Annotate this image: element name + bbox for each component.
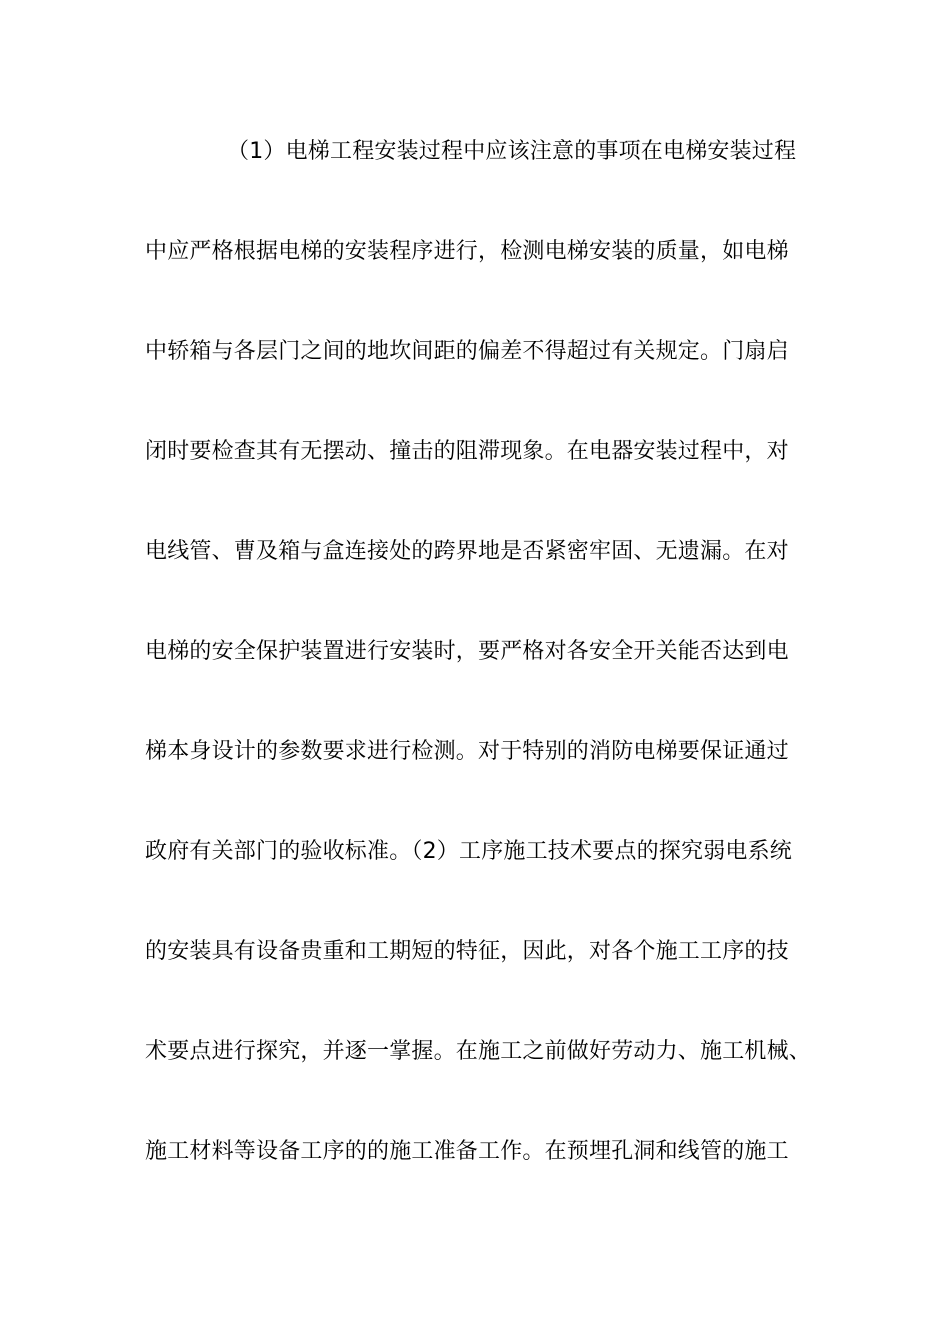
text-line: 中轿箱与各层门之间的地坎间距的偏差不得超过有关规定。门扇启 [145,339,789,364]
text-line: （1）电梯工程安装过程中应该注意的事项在电梯安装过程 [227,139,797,164]
text-line: 梯本身设计的参数要求进行检测。对于特别的消防电梯要保证通过 [145,739,789,764]
text-line: 术要点进行探究，并逐一掌握。在施工之前做好劳动力、施工机械、 [145,1039,812,1064]
text-line: 施工材料等设备工序的的施工准备工作。在预埋孔洞和线管的施工 [145,1139,789,1164]
body-text [145,128,815,1228]
text-line: 电梯的安全保护装置进行安装时，要严格对各安全开关能否达到电 [145,639,789,664]
text-line: 中应严格根据电梯的安装程序进行，检测电梯安装的质量，如电梯 [145,239,789,264]
text-line: 电线管、曹及箱与盒连接处的跨界地是否紧密牢固、无遗漏。在对 [145,539,789,564]
text-line: 闭时要检查其有无摆动、撞击的阻滞现象。在电器安装过程中，对 [145,439,789,464]
text-line: 政府有关部门的验收标准。（2）工序施工技术要点的探究弱电系统 [145,839,792,864]
text-line: 的安装具有设备贵重和工期短的特征，因此，对各个施工工序的技 [145,939,789,964]
